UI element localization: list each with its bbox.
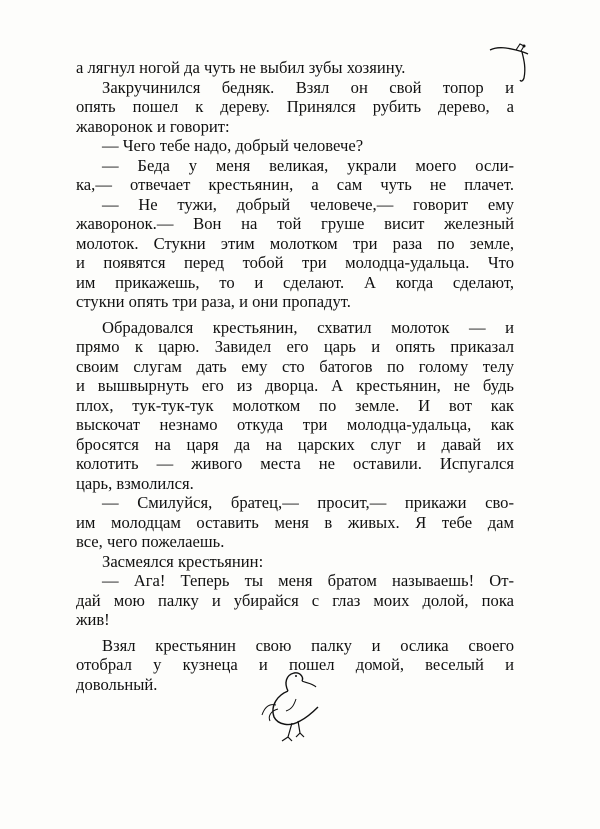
goose-vignette-icon (258, 665, 338, 750)
text-line: — Беда у меня великая, украли моего осли- (102, 155, 514, 175)
text-line: стукни опять три раза, и они пропадут. (76, 292, 351, 311)
text-line: и вышвырнуть его из дворца. А крестьянин, не будь (76, 376, 514, 395)
text-line: жив! (76, 610, 110, 629)
text-line: Закручинился бедняк. Взял он свой топор и (102, 77, 514, 97)
text-line: а лягнул ногой да чуть не выбил зубы хозяину. (76, 58, 406, 77)
text-line: прямо к царю. Завидел его царь и опять приказал (76, 337, 514, 356)
text-line: отобрал у кузнеца и пошел домой, веселый и (76, 655, 514, 674)
text-line: Обрадовался крестьянин, схватил молоток — и (102, 317, 514, 337)
text-line: — Ага! Теперь ты меня братом называешь! От- (102, 571, 514, 590)
text-line: и появятся перед тобой три молодца-удальца. Что (76, 253, 514, 272)
text-line: жаворонок.— Вон на той груше висит железный (76, 214, 514, 233)
text-line: колотить — живого места не оставили. Испугался (76, 454, 514, 473)
text-line: — Смилуйся, братец,— просит,— прикажи сво- (102, 493, 514, 512)
text-line: молоток. Стукни этим молотком три раза по земле, (76, 233, 514, 253)
text-line: — Не тужи, добрый человече,— говорит ему (102, 194, 514, 214)
text-line: Взял крестьянин свою палку и ослика своего (102, 635, 514, 655)
text-line: Засмеялся крестьянин: (102, 551, 264, 571)
text-line: дай мою палку и убирайся с глаз моих долой, пока (76, 590, 514, 610)
text-line: им молодцам оставить меня в живых. Я тебе дам (76, 512, 514, 532)
text-line: плох, тук-тук-тук молотком по земле. И вот как (76, 395, 514, 415)
text-line: жаворонок и говорит: (76, 116, 230, 136)
text-line: ка,— отвечает крестьянин, а сам чуть не плачет. (76, 175, 514, 194)
text-line: царь, взмолился. (76, 473, 194, 493)
text-line: им прикажешь, то и сделают. А когда сделают, (76, 272, 514, 292)
text-line: своим слугам дать ему сто батогов по голому телу (76, 356, 514, 376)
text-line: — Чего тебе надо, добрый человече? (102, 136, 364, 155)
text-line: опять пошел к дереву. Принялся рубить дерево, а (76, 97, 514, 116)
text-line: довольный. (76, 674, 158, 694)
text-line: бросятся на царя да на царских слуг и давай их (76, 434, 514, 454)
story-text (76, 58, 514, 694)
text-line: выскочат незнамо откуда три молодца-удальца, как (76, 415, 514, 434)
text-line: все, чего пожелаешь. (76, 532, 225, 551)
